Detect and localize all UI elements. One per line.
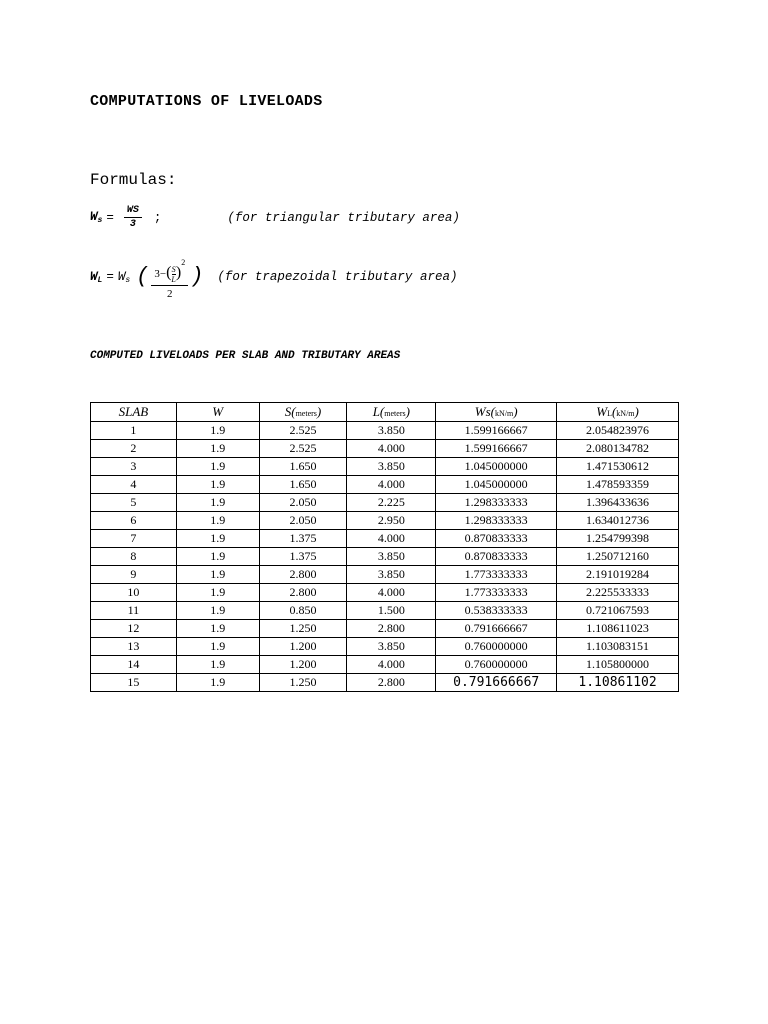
- cell-s: 0.850: [259, 602, 347, 620]
- cell-wl: 1.634012736: [557, 512, 679, 530]
- table-row: [91, 620, 679, 638]
- cell-slab: 3: [91, 458, 177, 476]
- cell-ws: 1.773333333: [436, 584, 557, 602]
- cell-s: 1.375: [259, 530, 347, 548]
- cell-l: 3.850: [347, 638, 436, 656]
- cell-l: 1.500: [347, 602, 436, 620]
- formula1-note: (for triangular tributary area): [227, 210, 460, 225]
- cell-l: 4.000: [347, 656, 436, 674]
- cell-wl: 1.396433636: [557, 494, 679, 512]
- table-row: [91, 476, 679, 494]
- cell-wl: 0.721067593: [557, 602, 679, 620]
- formulas-label: Formulas:: [90, 171, 177, 189]
- cell-wl: 2.225533333: [557, 584, 679, 602]
- cell-ws: 1.599166667: [436, 440, 557, 458]
- liveloads-table: [90, 402, 679, 692]
- cell-w: 1.9: [176, 566, 259, 584]
- cell-w: 1.9: [176, 440, 259, 458]
- cell-wl: 1.105800000: [557, 656, 679, 674]
- cell-ws: 0.760000000: [436, 656, 557, 674]
- cell-w: 1.9: [176, 602, 259, 620]
- cell-slab: 11: [91, 602, 177, 620]
- cell-s: 2.800: [259, 566, 347, 584]
- cell-ws: 1.045000000: [436, 458, 557, 476]
- formula-triangular: [90, 204, 460, 231]
- table-row: [91, 548, 679, 566]
- formula1-fraction: [124, 204, 142, 231]
- formula1-equals: =: [106, 210, 114, 225]
- formula2-note: (for trapezoidal tributary area): [217, 270, 458, 284]
- open-paren: (: [136, 264, 150, 289]
- cell-l: 2.800: [347, 620, 436, 638]
- cell-slab: 12: [91, 620, 177, 638]
- cell-s: 2.050: [259, 494, 347, 512]
- cell-slab: 7: [91, 530, 177, 548]
- cell-w: 1.9: [176, 656, 259, 674]
- cell-l: 3.850: [347, 548, 436, 566]
- cell-wl: 1.254799398: [557, 530, 679, 548]
- cell-s: 2.800: [259, 584, 347, 602]
- cell-l: 4.000: [347, 440, 436, 458]
- formula1-numerator: WS: [124, 204, 142, 218]
- cell-slab: 6: [91, 512, 177, 530]
- cell-wl: 2.080134782: [557, 440, 679, 458]
- cell-s: 1.250: [259, 674, 347, 692]
- cell-ws: 1.298333333: [436, 494, 557, 512]
- table-row: [91, 602, 679, 620]
- cell-slab: 10: [91, 584, 177, 602]
- table-row: [91, 638, 679, 656]
- header-wl: WL(kN/m): [557, 403, 679, 422]
- cell-s: 1.650: [259, 476, 347, 494]
- cell-ws: 0.791666667: [436, 620, 557, 638]
- table-row: [91, 566, 679, 584]
- cell-w: 1.9: [176, 530, 259, 548]
- table-row: [91, 656, 679, 674]
- cell-slab: 5: [91, 494, 177, 512]
- cell-wl: 2.054823976: [557, 422, 679, 440]
- formula2-numerator: 3−( $\frac{S}{L}$ )$^2$: [151, 252, 188, 286]
- cell-w: 1.9: [176, 548, 259, 566]
- cell-l: 3.850: [347, 422, 436, 440]
- header-ws: Ws(kN/m): [436, 403, 557, 422]
- cell-wl: 1.478593359: [557, 476, 679, 494]
- cell-s: 1.200: [259, 656, 347, 674]
- cell-w: 1.9: [176, 674, 259, 692]
- cell-w: 1.9: [176, 620, 259, 638]
- cell-w: 1.9: [176, 422, 259, 440]
- cell-ws: 0.791666667: [436, 674, 557, 692]
- cell-slab: 1: [91, 422, 177, 440]
- close-paren: ): [190, 264, 204, 289]
- cell-slab: 15: [91, 674, 177, 692]
- cell-slab: 14: [91, 656, 177, 674]
- page-title: COMPUTATIONS OF LIVELOADS: [90, 93, 323, 110]
- cell-s: 1.250: [259, 620, 347, 638]
- cell-slab: 9: [91, 566, 177, 584]
- formula1-lhs: $W_s$: [90, 210, 103, 225]
- cell-s: 1.200: [259, 638, 347, 656]
- cell-w: 1.9: [176, 458, 259, 476]
- cell-slab: 4: [91, 476, 177, 494]
- cell-ws: 1.298333333: [436, 512, 557, 530]
- cell-ws: 1.599166667: [436, 422, 557, 440]
- cell-ws: 0.870833333: [436, 548, 557, 566]
- cell-slab: 8: [91, 548, 177, 566]
- table-row: [91, 494, 679, 512]
- formula2-lhs: $W_L$: [90, 269, 103, 285]
- table-row: [91, 512, 679, 530]
- cell-w: 1.9: [176, 512, 259, 530]
- cell-w: 1.9: [176, 638, 259, 656]
- table-row: [91, 422, 679, 440]
- cell-wl: 2.191019284: [557, 566, 679, 584]
- section-title: COMPUTED LIVELOADS PER SLAB AND TRIBUTARY AREAS: [90, 350, 401, 362]
- cell-slab: 2: [91, 440, 177, 458]
- cell-l: 2.950: [347, 512, 436, 530]
- cell-w: 1.9: [176, 584, 259, 602]
- cell-l: 2.800: [347, 674, 436, 692]
- cell-l: 3.850: [347, 458, 436, 476]
- cell-ws: 0.870833333: [436, 530, 557, 548]
- table-row: [91, 530, 679, 548]
- table-header-row: [91, 403, 679, 422]
- formula2-fraction: [151, 252, 188, 302]
- table-row: [91, 584, 679, 602]
- cell-l: 2.225: [347, 494, 436, 512]
- formula1-semicolon: ;: [153, 210, 162, 225]
- cell-ws: 1.045000000: [436, 476, 557, 494]
- cell-wl: 1.108611023: [557, 620, 679, 638]
- cell-s: 2.050: [259, 512, 347, 530]
- table-row: [91, 440, 679, 458]
- cell-slab: 13: [91, 638, 177, 656]
- cell-wl: 1.10861102: [557, 674, 679, 692]
- header-s: S(meters): [259, 403, 347, 422]
- cell-l: 4.000: [347, 476, 436, 494]
- cell-s: 2.525: [259, 440, 347, 458]
- cell-w: 1.9: [176, 476, 259, 494]
- cell-s: 1.650: [259, 458, 347, 476]
- formula1-denominator: 3: [129, 219, 136, 230]
- formula-trapezoidal: [90, 252, 457, 302]
- header-l: L(meters): [347, 403, 436, 422]
- cell-s: 1.375: [259, 548, 347, 566]
- cell-s: 2.525: [259, 422, 347, 440]
- cell-l: 4.000: [347, 584, 436, 602]
- cell-wl: 1.471530612: [557, 458, 679, 476]
- cell-ws: 0.538333333: [436, 602, 557, 620]
- formula2-denominator: 2: [167, 288, 173, 300]
- cell-w: 1.9: [176, 494, 259, 512]
- cell-l: 3.850: [347, 566, 436, 584]
- formula2-ws: $W_s$: [117, 269, 131, 285]
- formula2-equals: =: [106, 270, 114, 284]
- cell-ws: 0.760000000: [436, 638, 557, 656]
- cell-wl: 1.250712160: [557, 548, 679, 566]
- header-w: W: [176, 403, 259, 422]
- table-row: [91, 458, 679, 476]
- header-slab: SLAB: [91, 403, 177, 422]
- cell-ws: 1.773333333: [436, 566, 557, 584]
- cell-wl: 1.103083151: [557, 638, 679, 656]
- table-row: [91, 674, 679, 692]
- cell-l: 4.000: [347, 530, 436, 548]
